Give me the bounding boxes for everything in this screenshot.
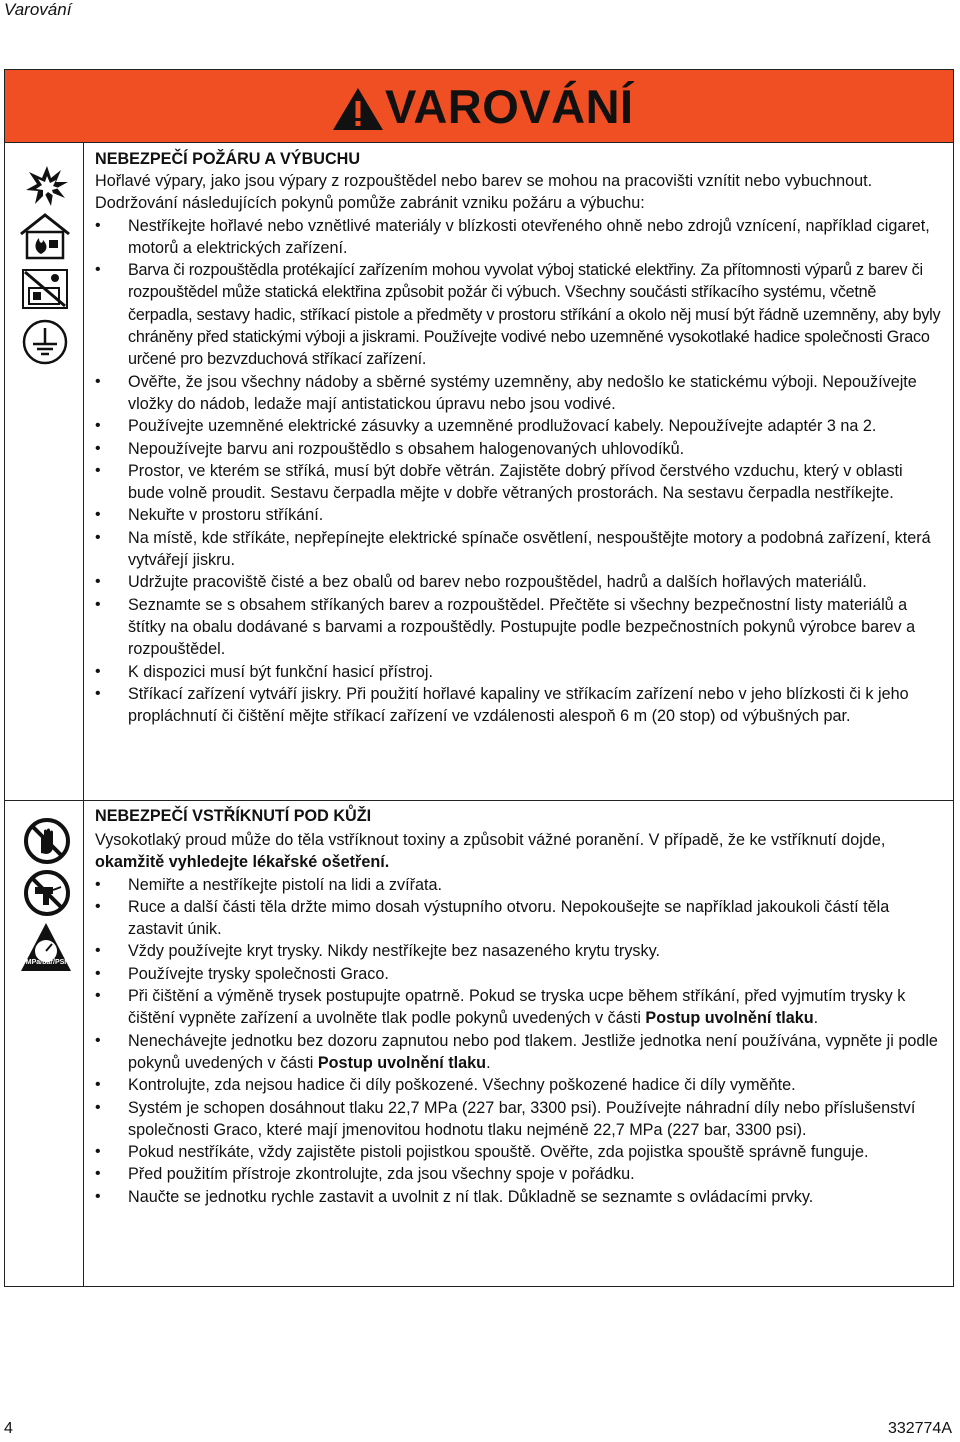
list-item: • Barva či rozpouštědla protékající zařízením mohou vyvolat výboj statické elektřiny. Za přítomnosti výparů z barev či rozpouštědel může statická elektřina způsobit požár či výbuch. Všechny součásti stříkacího systému, včetně čerpadla, sestavy hadic, stříkací pistole a předměty v prostoru stříkání a okolo něj musí být řádně uzemněny, aby byly chráněny před statickými výboji a jiskrami. Používejte vodivé nebo uzemněné vysokotlaké hadice společnosti Graco určené pro bezvzduchová stříkací zařízení.	[95, 259, 941, 370]
explosion-icon	[25, 164, 69, 208]
pressure-icon-label: MPa/bar/PSI	[25, 959, 67, 966]
list-item-tail: .	[486, 1053, 491, 1072]
list-item: • Před použitím přístroje zkontrolujte, zda jsou všechny spoje v pořádku.	[95, 1163, 941, 1185]
list-item-text: Nenechávejte jednotku bez dozoru zapnutou nebo pod tlakem. Jestliže jednotka není používána, vypněte ji podle pokynů uvedených v části	[128, 1031, 938, 1072]
list-item: • Naučte se jednotku rychle zastavit a uvolnit z ní tlak. Důkladně se seznamte s ovládacími prvky.	[95, 1186, 941, 1208]
fire-hazard-heading: NEBEZPEČÍ POŽÁRU A VÝBUCHU	[95, 150, 361, 168]
injection-intro-text: Vysokotlaký proud může do těla vstříknout toxiny a způsobit vážné poranění. V případě, že ke vstříknutí dojde,	[95, 831, 886, 849]
warning-banner	[5, 70, 953, 143]
list-item: • Kontrolujte, zda nejsou hadice či díly poškozené. Všechny poškozené hadice či díly vyměňte.	[95, 1074, 941, 1096]
no-spray-gun-icon	[23, 869, 71, 917]
warning-table	[4, 69, 954, 1287]
list-item: • Ověřte, že jsou všechny nádoby a sběrné systémy uzemněny, aby nedošlo ke statickému výboji. Nepoužívejte vložky do nádob, ledaže mají antistatickou úpravu nebo jsou vodivé.	[95, 371, 941, 416]
no-smoking-machine-icon	[19, 264, 71, 312]
warning-triangle-icon	[331, 86, 385, 132]
injection-hazard-section	[5, 801, 953, 1286]
list-item: • Na místě, kde stříkáte, nepřepínejte elektrické spínače osvětlení, nespouštějte motory a podobná zařízení, která vytvářejí jiskru.	[95, 527, 941, 572]
fire-hazard-intro: Hořlavé výpary, jako jsou výpary z rozpouštědel nebo barev se mohou na pracovišti vznítit nebo vybuchnout. Dodržování následujících pokynů pomůže zabránit vzniku požáru a výbuchu:	[95, 172, 873, 213]
list-item: • Ruce a další části těla držte mimo dosah výstupního otvoru. Nepokoušejte se například jakoukoli částí těla zastavit únik.	[95, 896, 941, 941]
list-item	[95, 985, 941, 1030]
injection-hazard-heading: NEBEZPEČÍ VSTŘÍKNUTÍ POD KŮŽI	[95, 807, 372, 825]
banner-title: VAROVÁNÍ	[385, 80, 634, 133]
list-item: • K dispozici musí být funkční hasicí přístroj.	[95, 661, 941, 683]
running-head: Varování	[4, 0, 72, 19]
list-item	[95, 1030, 941, 1075]
fire-text-column	[95, 142, 941, 727]
list-item-emphasis: Postup uvolnění tlaku	[645, 1009, 814, 1028]
no-hand-icon	[23, 817, 71, 865]
list-item: • Vždy používejte kryt trysky. Nikdy nestříkejte bez nasazeného krytu trysky.	[95, 940, 941, 962]
list-item: • Prostor, ve kterém se stříká, musí být dobře větrán. Zajistěte dobrý přívod čerstvého vzduchu, který v oblasti bude volně proudit. Sestavu čerpadla mějte v dobře větraných prostorách. Na sestavu čerpadla nestříkejte.	[95, 460, 941, 505]
pressure-gauge-icon	[19, 921, 73, 975]
fire-hazard-list	[95, 215, 941, 728]
injection-hazard-list	[95, 874, 941, 1208]
list-item: • Používejte trysky společnosti Graco.	[95, 963, 941, 985]
injection-text-column	[95, 801, 941, 1208]
injection-hazard-intro	[95, 829, 941, 874]
ground-icon	[21, 318, 69, 366]
injection-intro-emphasis: okamžitě vyhledejte lékařské ošetření.	[95, 853, 390, 872]
list-item-tail: .	[813, 1009, 819, 1028]
list-item: • Stříkací zařízení vytváří jiskry. Při použití hořlavé kapaliny ve stříkacím zařízení nebo v jeho blízkosti či k jeho propláchnutí či čištění mějte stříkací zařízení ve vzdálenosti alespoň 6 m (20 stop) od výbušných par.	[95, 683, 941, 728]
document-number: 332774A	[887, 1420, 952, 1437]
list-item: • Používejte uzemněné elektrické zásuvky a uzemněné prodlužovací kabely. Nepoužívejte adaptér 3 na 2.	[95, 415, 941, 437]
list-item-text: Při čištění a výměně trysek postupujte opatrně. Pokud se tryska ucpe během stříkání, před vyjmutím trysky k čištění vypněte zařízení a uvolněte tlak podle pokynů uvedených v části	[128, 987, 906, 1028]
list-item: • Systém je schopen dosáhnout tlaku 22,7 MPa (227 bar, 3300 psi). Používejte náhradní díly nebo příslušenství společnosti Graco, které mají jmenovitou hodnotu tlaku nejméně 22,7 MPa (227 bar, 3300 psi).	[95, 1097, 941, 1142]
list-item: • Pokud nestříkáte, vždy zajistěte pistoli pojistkou spouště. Ověřte, zda pojistka spouště správně funguje.	[95, 1141, 941, 1163]
list-item: • Nestříkejte hořlavé nebo vznětlivé materiály v blízkosti otevřeného ohně nebo zdrojů vznícení, například cigaret, motorů a elektrických zařízení.	[95, 215, 941, 260]
injection-icon-column	[5, 801, 84, 1286]
list-item: • Seznamte se s obsahem stříkaných barev a rozpouštědel. Přečtěte si všechny bezpečnostní listy materiálů a štítky na obalu dodávané s barvami a rozpouštědly. Postupujte podle bezpečnostních pokynů výrobce barev a rozpouštědel.	[95, 594, 941, 661]
fire-icon-column	[5, 142, 84, 800]
banner-inner	[331, 82, 634, 132]
fire-hazard-section	[5, 142, 953, 801]
page-number: 4	[4, 1420, 13, 1437]
list-item: • Nepoužívejte barvu ani rozpouštědlo s obsahem halogenovaných uhlovodíků.	[95, 438, 941, 460]
list-item: • Udržujte pracoviště čisté a bez obalů od barev nebo rozpouštědel, hadrů a dalších hořlavých materiálů.	[95, 571, 941, 593]
list-item-emphasis: Postup uvolnění tlaku	[317, 1053, 487, 1072]
list-item: • Nekuřte v prostoru stříkání.	[95, 504, 941, 526]
list-item: • Nemiřte a nestříkejte pistolí na lidi a zvířata.	[95, 874, 941, 896]
fire-house-icon	[19, 212, 71, 260]
